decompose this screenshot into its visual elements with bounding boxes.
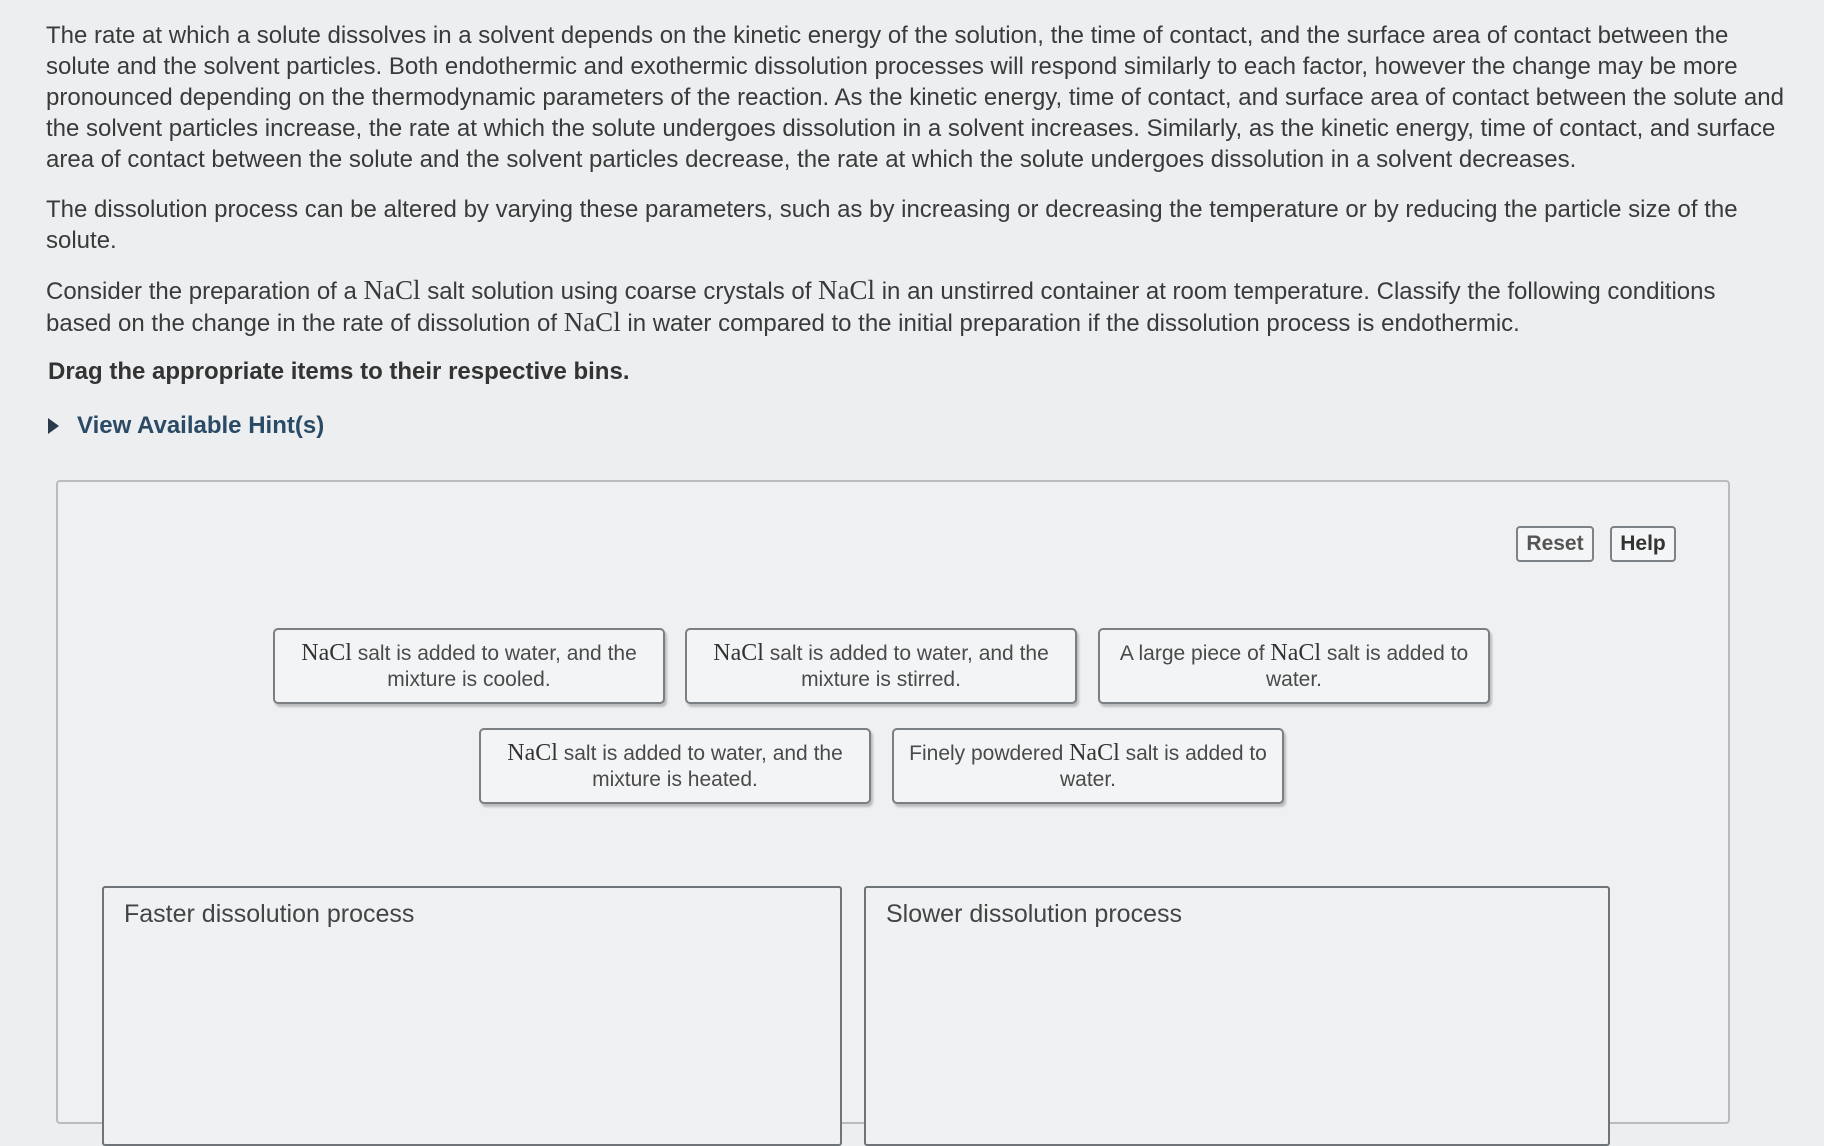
drag-item-large-piece-text xyxy=(1110,640,1478,693)
slower-bin-label: Slower dissolution process xyxy=(886,900,1182,928)
drag-item-powdered[interactable] xyxy=(892,728,1284,804)
item-text: Finely powdered xyxy=(909,741,1070,765)
question-paragraph xyxy=(46,275,1786,339)
drag-item-cooled-text xyxy=(285,640,653,693)
chem-formula: NaCl xyxy=(1069,739,1120,766)
chem-formula: NaCl xyxy=(363,275,421,305)
question-content xyxy=(46,20,1786,440)
drag-item-large-piece[interactable] xyxy=(1098,628,1490,704)
drag-item-cooled[interactable] xyxy=(273,628,665,704)
slower-dissolution-bin[interactable] xyxy=(864,886,1610,1146)
chem-formula: NaCl xyxy=(1270,639,1322,666)
drag-item-powdered-text xyxy=(904,740,1272,793)
instruction-text: Drag the appropriate items to their respective bins. xyxy=(48,358,630,385)
reset-button[interactable]: Reset xyxy=(1516,526,1594,562)
faster-dissolution-bin[interactable] xyxy=(102,886,842,1146)
drag-item-heated[interactable] xyxy=(479,728,871,804)
drag-item-stirred-text xyxy=(697,640,1065,693)
chem-formula: NaCl xyxy=(507,739,558,766)
question-text-2: salt solution using coarse crystals of xyxy=(420,278,819,305)
drag-item-heated-text xyxy=(491,740,859,793)
chem-formula: NaCl xyxy=(818,275,876,305)
question-text-1: Consider the preparation of a xyxy=(46,278,364,305)
drag-item-stirred[interactable] xyxy=(685,628,1077,704)
item-text: salt is added to water, and the mixture is cooled. xyxy=(351,641,637,691)
help-button[interactable]: Help xyxy=(1610,526,1676,562)
parameters-paragraph: The dissolution process can be altered by varying these parameters, such as by increasing or decreasing the temperature or by reducing the particle size of the solute. xyxy=(46,196,1738,254)
intro-paragraph: The rate at which a solute dissolves in a solvent depends on the kinetic energy of the solution, the time of contact, and the surface area of contact between the solute and the solvent particles. Both endothermic and exothermic dissolution processes will respond similarly to each factor, however the change may be more pronounced depending on the thermodynamic parameters of the reaction. As the kinetic energy, time of contact, and surface area of contact between the solute and the solvent particles increase, the rate at which the solute undergoes dissolution in a solvent increases. Similarly, as the kinetic energy, time of contact, and surface area of contact between the solute and the solvent particles decrease, the rate at which the solute undergoes dissolution in a solvent decreases. xyxy=(46,22,1784,173)
item-text: A large piece of xyxy=(1119,641,1271,665)
question-text-3: in an unstirred container at room temperature. Classify the following conditions based on the change in the rate of dissolution of xyxy=(46,278,1716,337)
item-text: salt is added to water. xyxy=(1265,641,1469,691)
view-hints-link[interactable] xyxy=(48,412,1786,440)
item-text: salt is added to water. xyxy=(1059,741,1267,791)
chem-formula: NaCl xyxy=(713,639,764,666)
item-text: salt is added to water, and the mixture is heated. xyxy=(557,741,843,791)
chem-formula: NaCl xyxy=(563,307,621,337)
item-text: salt is added to water, and the mixture is stirred. xyxy=(763,641,1049,691)
caret-right-icon xyxy=(48,418,59,434)
chem-formula: NaCl xyxy=(301,639,352,666)
question-text-4: in water compared to the initial preparation if the dissolution process is endothermic. xyxy=(620,310,1520,337)
view-hints-label: View Available Hint(s) xyxy=(77,412,325,439)
drag-drop-panel xyxy=(56,480,1730,1124)
faster-bin-label: Faster dissolution process xyxy=(124,900,415,928)
